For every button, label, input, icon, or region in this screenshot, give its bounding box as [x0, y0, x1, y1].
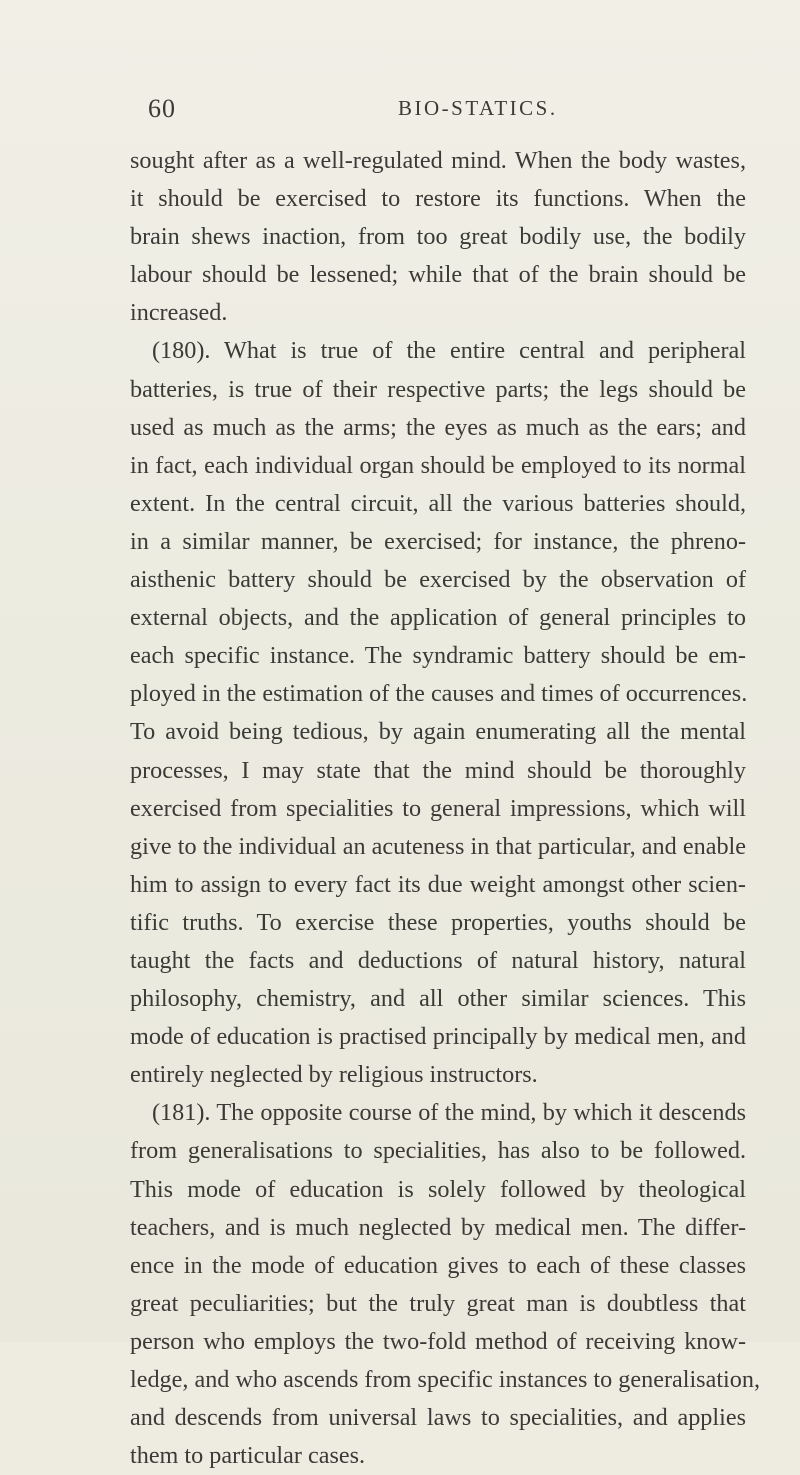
running-title: BIO-STATICS.: [398, 96, 558, 120]
text-line: him to assign to every fact its due weight amongst other scien-: [130, 870, 746, 898]
text-line: teachers, and is much neglected by medical men. The differ-: [130, 1213, 746, 1241]
text-line: brain shews inaction, from too great bodily use, the bodily: [130, 223, 746, 251]
text-line: (181). The opposite course of the mind, by which it descends: [152, 1099, 746, 1127]
text-line: tific truths. To exercise these properties, youths should be: [130, 908, 746, 936]
text-line: and descends from universal laws to specialities, and applies: [130, 1404, 746, 1432]
text-line: entirely neglected by religious instructors.: [130, 1061, 538, 1089]
text-line: it should be exercised to restore its functions. When the: [130, 185, 746, 213]
text-line: them to particular cases.: [130, 1442, 366, 1470]
text-line: great peculiarities; but the truly great man is doubtless that: [130, 1289, 746, 1317]
text-line: ence in the mode of education gives to each of these classes: [130, 1251, 746, 1279]
text-line: external objects, and the application of general principles to: [130, 604, 746, 632]
text-line: from generalisations to specialities, has also to be followed.: [130, 1137, 746, 1165]
text-line: exercised from specialities to general impressions, which will: [130, 794, 746, 822]
text-line: each specific instance. The syndramic battery should be em-: [130, 642, 746, 670]
text-line: used as much as the arms; the eyes as much as the ears; and: [130, 413, 746, 441]
text-line: To avoid being tedious, by again enumerating all the mental: [130, 718, 746, 746]
text-line: (180). What is true of the entire central and peripheral: [152, 337, 746, 365]
text-line: sought after as a well-regulated mind. When the body wastes,: [130, 147, 746, 174]
text-line: extent. In the central circuit, all the various batteries should,: [130, 489, 746, 517]
text-line: give to the individual an acuteness in that particular, and enable: [130, 832, 746, 860]
text-line: taught the facts and deductions of natural history, natural: [130, 946, 746, 974]
text-line: person who employs the two-fold method of receiving know-: [130, 1327, 746, 1355]
page-number: 60: [148, 94, 176, 123]
text-line: in a similar manner, be exercised; for instance, the phreno-: [130, 527, 746, 555]
text-line: mode of education is practised principally by medical men, and: [130, 1023, 746, 1051]
text-line: labour should be lessened; while that of the brain should be: [130, 261, 746, 289]
text-line: This mode of education is solely followed by theological: [130, 1175, 746, 1203]
text-line: philosophy, chemistry, and all other similar sciences. This: [130, 985, 746, 1013]
text-line: aisthenic battery should be exercised by the observation of: [130, 566, 746, 594]
text-line: ledge, and who ascends from specific instances to generalisation,: [130, 1366, 761, 1393]
running-head: [148, 94, 742, 128]
text-line: in fact, each individual organ should be employed to its normal: [130, 451, 746, 479]
body-text: [130, 142, 761, 1475]
text-line: ployed in the estimation of the causes and times of occurrences.: [130, 680, 748, 708]
text-line: batteries, is true of their respective parts; the legs should be: [130, 375, 746, 403]
text-line: processes, I may state that the mind should be thoroughly: [130, 756, 746, 784]
text-line: increased.: [130, 299, 228, 327]
